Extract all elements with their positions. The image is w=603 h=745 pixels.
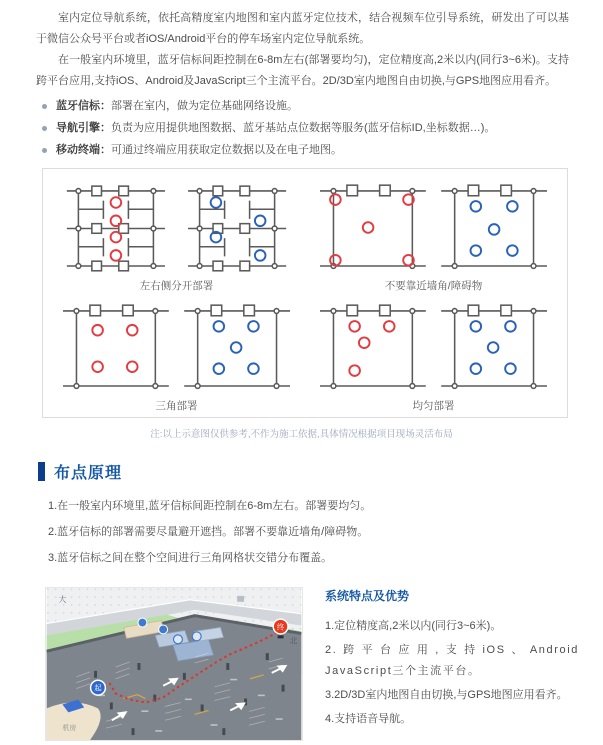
intro-paragraph-1: 室内定位导航系统，依托高精度室内地图和室内蓝牙定位技术，结合视频车位引导系统，研发出了可以基于微信公众号平台或者iOS/Android平台的停车场室内定位导航系统。 bbox=[36, 12, 569, 45]
diagram-caption: 左右侧分开部署 bbox=[139, 280, 214, 292]
principle-list bbox=[48, 493, 603, 571]
parking-map bbox=[45, 587, 303, 741]
elevator-icon bbox=[159, 625, 168, 634]
beacons-good bbox=[471, 321, 516, 374]
diagram-caption: 不要靠近墙角/障碍物 bbox=[384, 280, 483, 292]
aisle-frame-bad bbox=[67, 186, 165, 271]
escalator-icon bbox=[192, 632, 201, 641]
beacons-good bbox=[471, 201, 518, 256]
principle-item: 2.蓝牙信标的部署需要尽量避开遮挡。部署不要靠近墙角/障碍物。 bbox=[48, 526, 369, 538]
principle-item: 3.蓝牙信标之间在整个空间进行三角网格状交错分布覆盖。 bbox=[48, 552, 333, 564]
bullet-text: 负责为应用提供地图数据、蓝牙基站点位数据等服务(蓝牙信标ID,坐标数据…)。 bbox=[111, 122, 496, 134]
road-sign-icon bbox=[237, 596, 244, 602]
beacons-bad bbox=[330, 194, 414, 265]
north-compass-label: 北 bbox=[289, 636, 298, 646]
parking-map-svg bbox=[46, 588, 302, 740]
bullet-text: 部署在室内，做为定位基础网络设施。 bbox=[111, 100, 298, 112]
diagram-avoid-corners bbox=[312, 179, 555, 293]
features-item: 3.2D/3D室内地图自由切换,与GPS地图应用看齐。 bbox=[325, 689, 568, 701]
bottom-section bbox=[45, 587, 603, 741]
diagram-triangle-svg bbox=[63, 299, 290, 396]
start-pin bbox=[91, 680, 106, 695]
section-bar-icon bbox=[38, 462, 45, 481]
road-name-label: 大 bbox=[58, 594, 67, 604]
diagram-avoid-corners-svg bbox=[320, 179, 547, 276]
machine-room-label: 机房 bbox=[62, 725, 77, 733]
deployment-diagram-box bbox=[42, 168, 568, 418]
bullet-text: 可通过终端应用获取定位数据以及在电子地图。 bbox=[111, 144, 342, 156]
room-frame-good bbox=[184, 305, 290, 388]
bullet-label: 蓝牙信标： bbox=[56, 100, 111, 112]
room-frame-bad bbox=[320, 305, 426, 388]
diagram-uniform-svg bbox=[320, 299, 547, 396]
features-item: 1.定位精度高,2米以内(同行3~6米)。 bbox=[325, 620, 502, 632]
diagram-caption: 均匀部署 bbox=[412, 400, 455, 412]
component-bullet-list bbox=[40, 95, 569, 161]
beacons-bad bbox=[349, 321, 394, 376]
features-title: 系统特点及优势 bbox=[325, 589, 410, 603]
elevator-icon bbox=[138, 618, 147, 627]
bullet-label: 移动终端： bbox=[56, 144, 111, 156]
section-header bbox=[38, 460, 603, 483]
room-frame-bad bbox=[63, 305, 169, 388]
bullet-dot-icon bbox=[42, 148, 47, 153]
beacons-bad bbox=[92, 325, 137, 372]
features-item: 4.支持语音导航。 bbox=[325, 713, 412, 725]
principle-item: 1.在一般室内环境里,蓝牙信标间距控制在6-8m左右。部署要均匀。 bbox=[48, 500, 372, 512]
svg-text:终: 终 bbox=[276, 622, 285, 632]
features-section bbox=[325, 587, 579, 741]
bullet-item-terminal bbox=[40, 139, 569, 161]
diagram-left-right-deploy bbox=[55, 179, 298, 293]
bullet-label: 导航引擎： bbox=[56, 122, 111, 134]
bullet-item-beacon bbox=[40, 95, 569, 117]
diagram-uniform-deploy bbox=[312, 299, 555, 413]
diagram-caption: 三角部署 bbox=[155, 400, 198, 412]
bullet-dot-icon bbox=[42, 104, 47, 109]
diagram-triangle-deploy bbox=[55, 299, 298, 413]
escalator-icon bbox=[174, 635, 183, 644]
features-item: 2.跨平台应用,支持iOS、Android JavaScript三个主流平台。 bbox=[325, 644, 579, 677]
svg-text:起: 起 bbox=[94, 683, 102, 693]
diagram-left-right-svg bbox=[63, 179, 290, 276]
aisle-frame-good bbox=[188, 186, 286, 271]
beacons-good bbox=[214, 321, 259, 374]
diagram-note: 注:以上示意图仅供参考,不作为施工依据,具体情况根据项目现场灵活布局 bbox=[150, 429, 453, 440]
bullet-dot-icon bbox=[42, 126, 47, 131]
bullet-item-engine bbox=[40, 117, 569, 139]
room-frame-good bbox=[441, 185, 547, 268]
room-frame-good bbox=[441, 305, 547, 388]
intro-section bbox=[36, 8, 569, 92]
diagram-grid bbox=[55, 179, 555, 413]
section-title: 布点原理 bbox=[54, 465, 123, 482]
intro-paragraph-2: 在一般室内环境里，蓝牙信标间距控制在6-8m左右(部署要均匀)，定位精度高,2米以内(同行3~6米)。支持跨平台应用,支持iOS、Android及JavaScript三个主流平台。2D/3D室内地图自由切换,与GPS地图应用看齐。 bbox=[36, 54, 569, 87]
